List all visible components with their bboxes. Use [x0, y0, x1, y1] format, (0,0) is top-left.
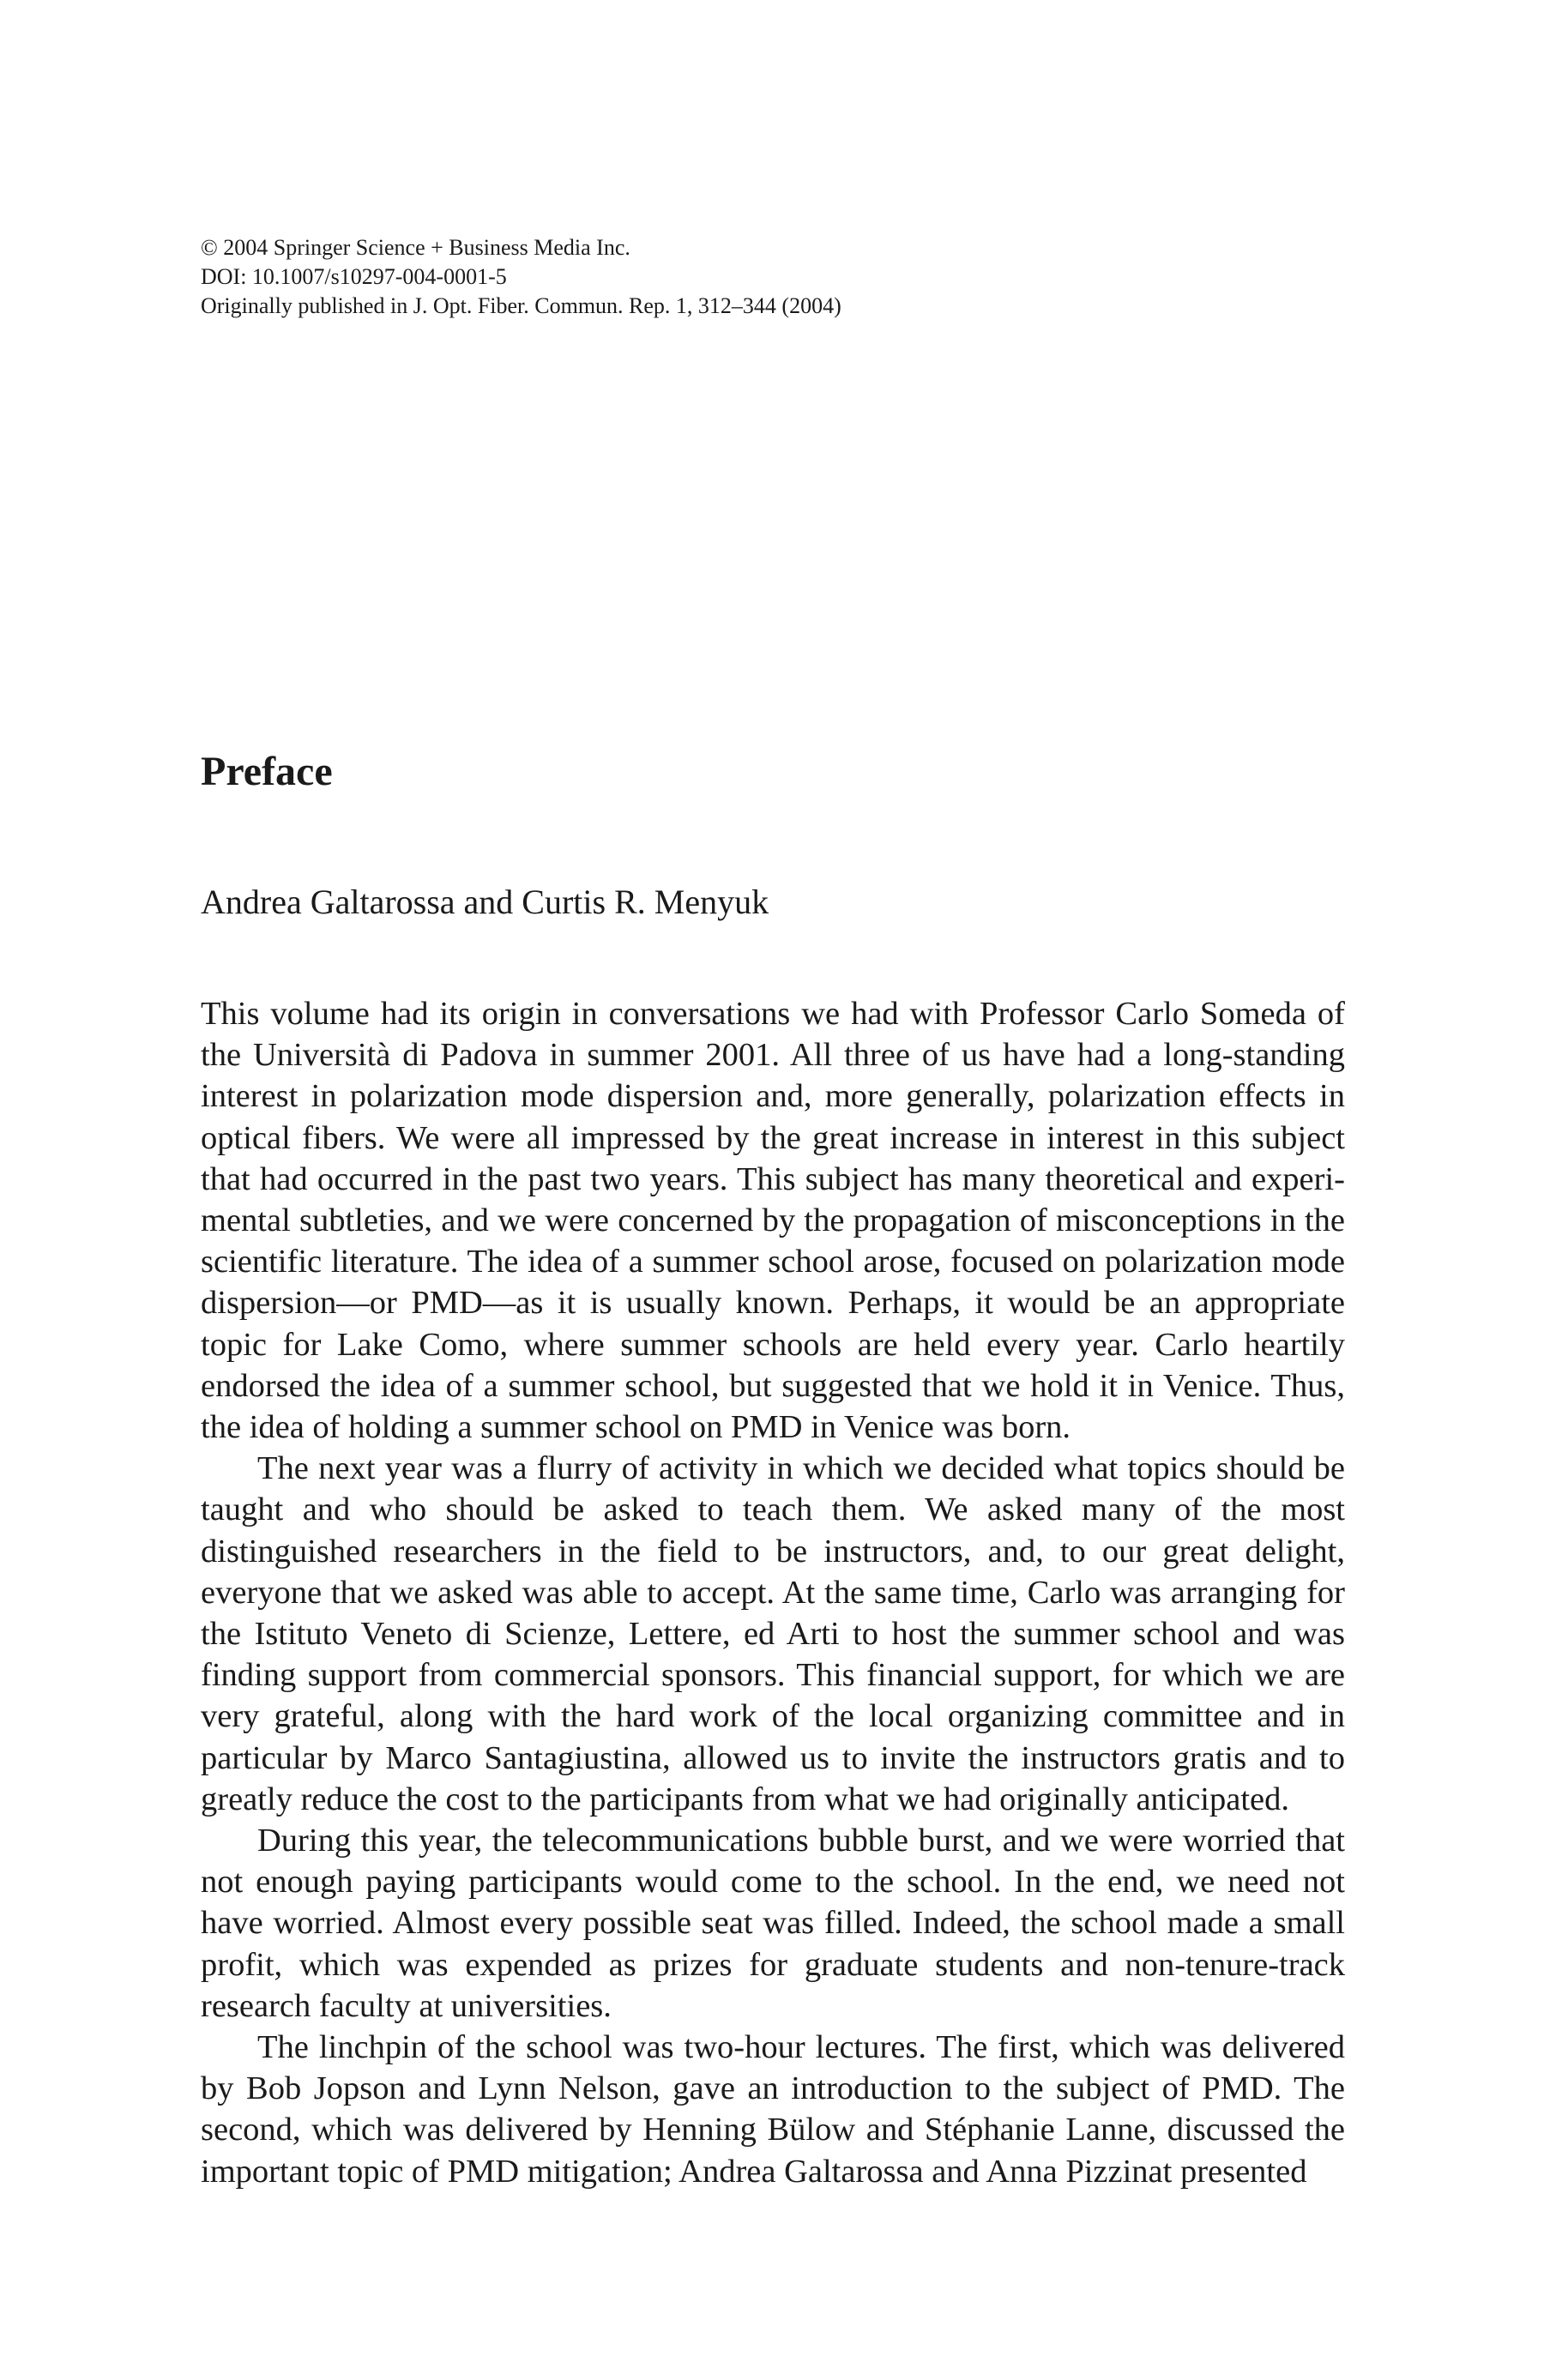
paragraph: This volume had its origin in conversations we had with Professor Carlo Someda of the Università di Padova in summer 2001. All three of us have had a long-standing interest in polarization mode dispersion and, more generally, polarization effects in optical fibers. We were all impressed by the great increase in interest in this subject that had occurred in the past two years. This subject has many theoretical and experimental subtleties, and we were concerned by the propagation of misconceptions in the scientific literature. The idea of a summer school arose, focused on polarization mode dispersion—or PMD—as it is usually known. Perhaps, it would be an appropriate topic for Lake Como, where summer schools are held every year. Carlo heartily endorsed the idea of a summer school, but suggested that we hold it in Venice. Thus, the idea of holding a summer school on PMD in Venice was born. — [201, 996, 1345, 1446]
paragraph: The linchpin of the school was two-hour lectures. The first, which was delivered by Bob Jopson and Lynn Nelson, gave an introduction to the subject of PMD. The second, which was delivered by Henning Bülow and Stéphanie Lanne, discussed the important topic of PMD mitigation; Andrea Galtarossa and Anna Pizzinat presented — [201, 2029, 1345, 2190]
publication-info — [201, 233, 1350, 321]
copyright-notice: © 2004 Springer Science + Business Media Inc. — [201, 235, 630, 260]
original-publication-line: Originally published in J. Opt. Fiber. Commun. Rep. 1, 312–344 (2004) — [201, 293, 841, 318]
paragraph: The next year was a flurry of activity in which we decided what topics should be taught and who should be asked to teach them. We asked many of the most distinguished researchers in the field to be instructors, and, to our great delight, everyone that we asked was able to accept. At the same time, Carlo was arranging for the Istituto Veneto di Scienze, Lettere, ed Arti to host the summer school and was finding support from commercial sponsors. This financial support, for which we are very grateful, along with the hard work of the local organizing committee and in particular by Marco Santagiustina, allowed us to invite the instructors gratis and to greatly reduce the cost to the participants from what we had originally anticipated. — [201, 1450, 1345, 1817]
chapter-title: Preface — [201, 749, 333, 794]
paragraph: During this year, the telecommunications bubble burst, and we were worried that not enough paying participants would come to the school. In the end, we need not have worried. Almost every possible seat was filled. Indeed, the school made a small profit, which was expended as prizes for graduate students and non-tenure-track research faculty at universities. — [201, 1823, 1345, 2024]
author-line: Andrea Galtarossa and Curtis R. Menyuk — [201, 883, 769, 921]
body-text — [201, 993, 1345, 2192]
doi-line: DOI: 10.1007/s10297-004-0001-5 — [201, 264, 507, 289]
